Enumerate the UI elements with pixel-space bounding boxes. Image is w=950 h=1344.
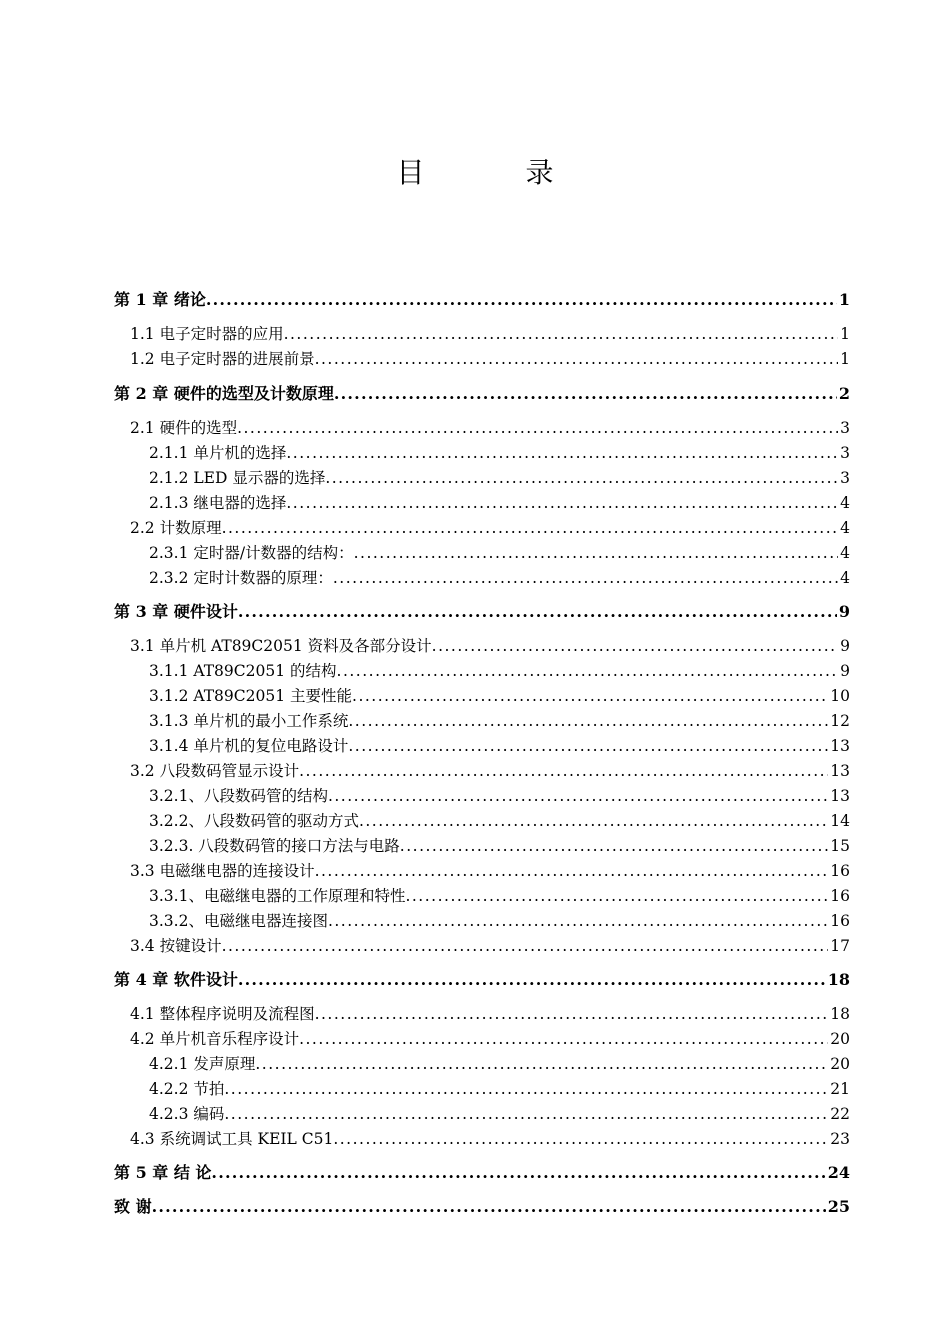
toc-entry-title: 2.1.1 单片机的选择 <box>149 444 287 462</box>
toc-entry-title: 2.1.2 LED 显示器的选择 <box>149 469 326 487</box>
toc-section-entry[interactable] <box>149 784 850 808</box>
toc-chapter-entry[interactable] <box>114 288 850 312</box>
toc-dot-leader <box>286 441 838 465</box>
toc-dot-leader <box>432 634 838 658</box>
toc-entry-title: 4.2 单片机音乐程序设计 <box>130 1030 300 1048</box>
toc-dot-leader <box>333 1127 828 1151</box>
toc-entry-title: 3.3.1、电磁继电器的工作原理和特性 <box>149 887 406 905</box>
toc-page-number: 16 <box>830 862 850 880</box>
toc-dot-leader <box>152 1195 826 1219</box>
toc-dot-leader <box>238 968 826 992</box>
toc-dot-leader <box>237 416 838 440</box>
toc-section-entry[interactable] <box>149 684 850 708</box>
toc-dot-leader <box>405 884 828 908</box>
toc-section-entry[interactable] <box>149 441 850 465</box>
toc-entry-title: 4.1 整体程序说明及流程图 <box>130 1005 315 1023</box>
toc-dot-leader <box>337 659 839 683</box>
toc-page-number: 13 <box>830 737 850 755</box>
toc-page-number: 9 <box>838 602 850 621</box>
toc-dot-leader <box>334 382 837 406</box>
toc-entry-title: 3.2.3. 八段数码管的接口方法与电路 <box>149 837 400 855</box>
toc-page-number: 13 <box>830 762 850 780</box>
toc-section-entry[interactable] <box>130 322 850 346</box>
toc-page-number: 18 <box>830 1005 850 1023</box>
toc-section-entry[interactable] <box>149 884 850 908</box>
toc-page-number: 20 <box>830 1055 850 1073</box>
toc-entry-title: 第 5 章 结 论 <box>114 1163 212 1182</box>
toc-section-entry[interactable] <box>130 347 850 371</box>
toc-section-entry[interactable] <box>130 416 850 440</box>
toc-entry-title: 第 3 章 硬件设计 <box>114 602 238 621</box>
toc-page-number: 15 <box>830 837 850 855</box>
toc-dot-leader <box>206 288 837 312</box>
toc-page-number: 24 <box>827 1163 850 1182</box>
toc-entry-title: 3.1.1 AT89C2051 的结构 <box>149 662 337 680</box>
toc-page-number: 21 <box>830 1080 850 1098</box>
toc-section-entry[interactable] <box>130 516 850 540</box>
toc-section-entry[interactable] <box>130 634 850 658</box>
toc-section-entry[interactable] <box>149 1077 850 1101</box>
toc-page-number: 4 <box>840 569 850 587</box>
toc-entry-title: 3.1.4 单片机的复位电路设计 <box>149 737 349 755</box>
toc-entry-title: 第 1 章 绪论 <box>114 290 206 309</box>
toc-section-entry[interactable] <box>130 1002 850 1026</box>
toc-page-number: 12 <box>830 712 850 730</box>
toc-dot-leader <box>315 1002 829 1026</box>
toc-dot-leader <box>354 541 839 565</box>
toc-page-number: 4 <box>840 544 850 562</box>
toc-entry-title: 1.2 电子定时器的进展前景 <box>130 350 315 368</box>
toc-dot-leader <box>328 909 828 933</box>
toc-dot-leader <box>255 1052 828 1076</box>
toc-entry-title: 4.2.1 发声原理 <box>149 1055 256 1073</box>
toc-dot-leader <box>222 516 839 540</box>
toc-page-number: 9 <box>840 662 850 680</box>
toc-page-number: 22 <box>830 1105 850 1123</box>
toc-chapter-entry[interactable] <box>114 1195 850 1219</box>
toc-entry-title: 3.1.3 单片机的最小工作系统 <box>149 712 349 730</box>
toc-page-number: 18 <box>827 970 850 989</box>
toc-page-number: 1 <box>840 350 850 368</box>
toc-dot-leader <box>325 466 838 490</box>
toc-section-entry[interactable] <box>130 759 850 783</box>
toc-page-number: 9 <box>840 637 850 655</box>
toc-dot-leader <box>348 709 828 733</box>
toc-page-number: 17 <box>830 937 850 955</box>
toc-page-number: 23 <box>830 1130 850 1148</box>
toc-dot-leader <box>328 784 828 808</box>
toc-dot-leader <box>348 734 828 758</box>
toc-dot-leader <box>222 934 829 958</box>
toc-page-number: 14 <box>830 812 850 830</box>
toc-chapter-entry[interactable] <box>114 382 850 406</box>
toc-entry-title: 第 4 章 软件设计 <box>114 970 238 989</box>
toc-entry-title: 3.2.2、八段数码管的驱动方式 <box>149 812 359 830</box>
toc-dot-leader <box>211 1161 825 1185</box>
toc-entry-title: 3.3.2、电磁继电器连接图 <box>149 912 328 930</box>
toc-entry-title: 第 2 章 硬件的选型及计数原理 <box>114 384 334 403</box>
toc-page-number: 1 <box>838 290 850 309</box>
toc-page-number: 4 <box>840 519 850 537</box>
toc-entry-title: 3.2.1、八段数码管的结构 <box>149 787 328 805</box>
toc-section-entry[interactable] <box>149 709 850 733</box>
toc-section-entry[interactable] <box>149 809 850 833</box>
toc-section-entry[interactable] <box>149 1052 850 1076</box>
toc-page-number: 25 <box>827 1197 850 1216</box>
toc-entry-title: 致 谢 <box>114 1197 152 1216</box>
toc-chapter-entry[interactable] <box>114 1161 850 1185</box>
toc-section-entry[interactable] <box>149 734 850 758</box>
toc-page-number: 3 <box>840 419 850 437</box>
toc-dot-leader <box>284 322 839 346</box>
toc-dot-leader <box>224 1077 828 1101</box>
toc-entry-title: 4.3 系统调试工具 KEIL C51 <box>130 1130 334 1148</box>
toc-dot-leader <box>359 809 828 833</box>
toc-section-entry[interactable] <box>130 934 850 958</box>
toc-chapter-entry[interactable] <box>114 968 850 992</box>
toc-dot-leader <box>299 759 828 783</box>
toc-section-entry[interactable] <box>130 1027 850 1051</box>
toc-entry-title: 3.3 电磁继电器的连接设计 <box>130 862 315 880</box>
toc-section-entry[interactable] <box>149 566 850 590</box>
toc-entry-title: 4.2.2 节拍 <box>149 1080 225 1098</box>
toc-dot-leader <box>299 1027 828 1051</box>
toc-title: 目 录 <box>396 156 600 189</box>
toc-dot-leader <box>333 566 838 590</box>
toc-entry-title: 2.1 硬件的选型 <box>130 419 238 437</box>
toc-section-entry[interactable] <box>149 834 850 858</box>
toc-section-entry[interactable] <box>130 1127 850 1151</box>
toc-chapter-entry[interactable] <box>114 600 850 624</box>
toc-entry-title: 2.3.2 定时计数器的原理： <box>149 569 333 587</box>
toc-dot-leader <box>238 600 837 624</box>
toc-entry-title: 3.2 八段数码管显示设计 <box>130 762 300 780</box>
toc-dot-leader <box>224 1102 828 1126</box>
toc-section-entry[interactable] <box>149 491 850 515</box>
toc-page-number: 16 <box>830 887 850 905</box>
toc-dot-leader <box>286 491 838 515</box>
toc-dot-leader <box>315 347 839 371</box>
toc-entry-title: 2.1.3 继电器的选择 <box>149 494 287 512</box>
toc-page-number: 3 <box>840 469 850 487</box>
toc-entry-title: 4.2.3 编码 <box>149 1105 225 1123</box>
toc-entry-title: 3.4 按键设计 <box>130 937 222 955</box>
toc-page-number: 4 <box>840 494 850 512</box>
toc-dot-leader <box>352 684 828 708</box>
toc-page-number: 2 <box>838 384 850 403</box>
toc-section-entry[interactable] <box>149 909 850 933</box>
toc-dot-leader <box>315 859 829 883</box>
toc-page-number: 3 <box>840 444 850 462</box>
toc-page-number: 16 <box>830 912 850 930</box>
toc-section-entry[interactable] <box>149 541 850 565</box>
toc-entry-title: 3.1.2 AT89C2051 主要性能 <box>149 687 353 705</box>
toc-entry-title: 2.2 计数原理 <box>130 519 222 537</box>
toc-entry-title: 2.3.1 定时器/计数器的结构： <box>149 544 354 562</box>
toc-page-number: 1 <box>840 325 850 343</box>
toc-entry-title: 1.1 电子定时器的应用 <box>130 325 284 343</box>
toc-dot-leader <box>400 834 828 858</box>
toc-section-entry[interactable] <box>149 1102 850 1126</box>
toc-page-number: 20 <box>830 1030 850 1048</box>
toc-page-number: 13 <box>830 787 850 805</box>
toc-section-entry[interactable] <box>130 859 850 883</box>
toc-entry-title: 3.1 单片机 AT89C2051 资料及各部分设计 <box>130 637 432 655</box>
toc-section-entry[interactable] <box>149 466 850 490</box>
toc-section-entry[interactable] <box>149 659 850 683</box>
toc-page-number: 10 <box>830 687 850 705</box>
